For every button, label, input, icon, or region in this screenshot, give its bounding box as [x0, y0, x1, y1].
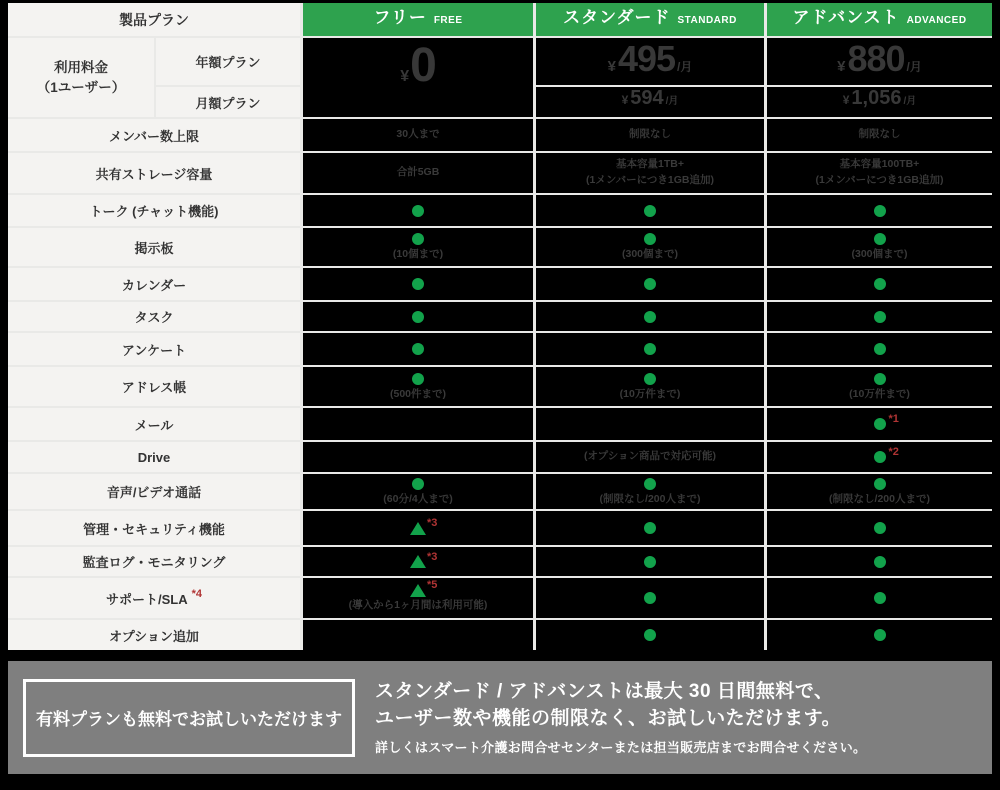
cell-free	[303, 228, 533, 266]
mark-row	[874, 413, 899, 431]
mark-row	[874, 277, 886, 291]
mark-row	[874, 342, 886, 356]
feature-label	[8, 511, 300, 545]
mark-row	[410, 550, 438, 569]
price-unit: /月	[906, 60, 922, 74]
currency-symbol: ¥	[842, 93, 850, 107]
cell-free	[303, 367, 533, 406]
fee-label-line2: （1ユーザー）	[36, 79, 126, 95]
plan-header-free	[303, 3, 533, 36]
included-dot-icon	[644, 478, 656, 490]
mark-row	[412, 277, 424, 291]
mark-row	[874, 372, 886, 386]
included-dot-icon	[644, 556, 656, 568]
plan-name-en: FREE	[433, 15, 463, 26]
feature-label	[8, 153, 300, 193]
included-dot-icon	[412, 373, 424, 385]
footnote-ref: *3	[427, 550, 438, 563]
included-dot-icon	[874, 343, 886, 355]
included-dot-icon	[644, 373, 656, 385]
mark-row	[410, 517, 438, 535]
included-dot-icon	[874, 278, 886, 290]
feature-label-text: トーク (チャット機能)	[89, 204, 219, 219]
cell-note: (制限なし/200人まで)	[599, 492, 701, 505]
feature-label-text: 共有ストレージ容量	[95, 166, 213, 182]
feature-label-text: アドレス帳	[121, 380, 187, 395]
trial-box: 有料プランも無料でお試しいただけます	[23, 679, 355, 757]
feature-label-text: 掲示板	[134, 240, 174, 256]
feature-label	[8, 442, 300, 472]
included-dot-icon	[412, 278, 424, 290]
mark-row	[644, 232, 656, 246]
footnote-ref: *2	[888, 446, 899, 458]
cell-advanced	[767, 302, 992, 331]
plan-name-ja: フリー	[373, 8, 427, 27]
plan-header-advanced	[767, 3, 992, 36]
cell-advanced	[767, 442, 992, 472]
price-amount: 495	[617, 38, 676, 79]
partial-triangle-icon	[410, 555, 426, 568]
cell-note: 制限なし	[858, 128, 901, 141]
price-unit: /月	[665, 96, 679, 107]
cell-advanced	[767, 474, 992, 509]
plan-name-en: STANDARD	[677, 15, 737, 26]
included-dot-icon	[412, 478, 424, 490]
included-dot-icon	[412, 205, 424, 217]
footnote-ref: *4	[191, 588, 203, 600]
included-dot-icon	[874, 478, 886, 490]
mark-row	[874, 521, 886, 535]
included-dot-icon	[874, 233, 886, 245]
currency-symbol: ¥	[621, 93, 629, 107]
currency-symbol: ¥	[837, 58, 846, 75]
cell-note: 基本容量1TB+	[616, 158, 684, 171]
included-dot-icon	[412, 343, 424, 355]
mark-row	[874, 555, 886, 569]
mark-row	[644, 591, 656, 605]
banner-text	[375, 679, 866, 756]
price-unit: /月	[903, 96, 917, 107]
feature-label	[8, 333, 300, 365]
partial-triangle-icon	[410, 522, 426, 535]
included-dot-icon	[874, 373, 886, 385]
plan-name-en: ADVANCED	[906, 15, 967, 26]
fee-section-label	[8, 38, 154, 117]
included-dot-icon	[412, 311, 424, 323]
cell-standard	[536, 474, 764, 509]
included-dot-icon	[644, 311, 656, 323]
cell-free	[303, 302, 533, 331]
feature-label	[8, 367, 300, 406]
banner-headline-line1: スタンダード / アドバンストは最大 30 日間無料で、	[375, 681, 834, 703]
cell-standard	[536, 228, 764, 266]
included-dot-icon	[412, 233, 424, 245]
cell-free	[303, 620, 533, 650]
cell-advanced	[767, 153, 992, 193]
included-dot-icon	[644, 343, 656, 355]
cell-standard	[536, 119, 764, 151]
mark-row	[644, 477, 656, 491]
cell-note: (10万件まで)	[619, 387, 681, 400]
cell-standard	[536, 620, 764, 650]
feature-label-text: Drive	[137, 449, 171, 465]
cell-free	[303, 195, 533, 226]
cell-free	[303, 442, 533, 472]
cell-advanced	[767, 578, 992, 618]
feature-label-text: 管理・セキュリティ機能	[83, 521, 225, 537]
included-dot-icon	[874, 592, 886, 604]
cell-free	[303, 268, 533, 300]
included-dot-icon	[874, 629, 886, 641]
feature-label-text: オプション追加	[109, 628, 199, 644]
feature-label	[8, 474, 300, 509]
cell-advanced	[767, 367, 992, 406]
cell-note: 30人まで	[396, 128, 440, 141]
cell-standard	[536, 333, 764, 365]
price-amount: 1,056	[851, 87, 902, 109]
cell-standard	[536, 367, 764, 406]
cell-standard	[536, 511, 764, 545]
mark-row	[874, 477, 886, 491]
cell-free	[303, 578, 533, 618]
cell-standard	[536, 547, 764, 576]
included-dot-icon	[644, 205, 656, 217]
included-dot-icon	[644, 522, 656, 534]
included-dot-icon	[874, 522, 886, 534]
mark-row	[644, 521, 656, 535]
cell-standard	[536, 408, 764, 440]
corner-label: 製品プラン	[119, 11, 189, 28]
included-dot-icon	[874, 556, 886, 568]
included-dot-icon	[874, 418, 886, 430]
price-advanced-annual	[767, 38, 992, 85]
feature-label	[8, 302, 300, 331]
mark-row	[874, 591, 886, 605]
mark-row	[412, 372, 424, 386]
feature-label	[8, 547, 300, 576]
mark-row	[644, 310, 656, 324]
cell-free	[303, 408, 533, 440]
mark-row	[644, 204, 656, 218]
included-dot-icon	[874, 205, 886, 217]
banner-note: 詳しくはスマート介護お問合せセンターまたは担当販売店までお問合せください。	[375, 739, 867, 755]
cell-note: (10万件まで)	[849, 387, 910, 400]
cell-advanced	[767, 547, 992, 576]
cell-standard	[536, 302, 764, 331]
footnote-ref: *3	[427, 517, 438, 529]
footnote-ref: *1	[888, 413, 899, 425]
mark-row	[644, 555, 656, 569]
feature-label-text: 監査ログ・モニタリング	[82, 555, 226, 570]
mark-row	[412, 310, 424, 324]
mark-row	[412, 477, 424, 491]
mark-row	[644, 277, 656, 291]
mark-row	[644, 342, 656, 356]
feature-label	[8, 620, 300, 650]
cell-note: (導入から1ヶ月間は利用可能)	[348, 599, 488, 612]
cell-standard	[536, 578, 764, 618]
price-amount: 0	[410, 39, 436, 92]
fee-label-block	[8, 38, 300, 117]
feature-label-text: サポート/SLA	[105, 591, 188, 607]
feature-label	[8, 268, 300, 300]
currency-symbol: ¥	[400, 68, 410, 85]
cell-standard	[536, 268, 764, 300]
feature-label-text: メンバー数上限	[108, 128, 200, 144]
currency-symbol: ¥	[607, 58, 616, 75]
cell-standard	[536, 442, 764, 472]
feature-label	[8, 228, 300, 266]
price-unit: /月	[677, 60, 693, 74]
fee-label-line1: 利用料金	[54, 59, 108, 75]
cell-advanced	[767, 268, 992, 300]
cell-advanced	[767, 408, 992, 440]
cell-note: (500件まで)	[389, 387, 446, 400]
cell-free	[303, 153, 533, 193]
cell-note: (1メンバーにつき1GB追加)	[586, 174, 714, 186]
mark-row	[644, 628, 656, 642]
included-dot-icon	[874, 451, 886, 463]
cell-note: 制限なし	[629, 128, 671, 141]
feature-label-text: 音声/ビデオ通話	[106, 485, 202, 500]
cell-free	[303, 333, 533, 365]
cell-note: (オプション商品で対応可能)	[583, 450, 717, 463]
cell-advanced	[767, 119, 992, 151]
mark-row	[874, 232, 886, 246]
price-standard-monthly	[536, 87, 764, 117]
cell-note: (300個まで)	[851, 248, 908, 261]
feature-label-text: メール	[134, 417, 174, 433]
mark-row	[874, 204, 886, 218]
cell-note: 合計5GB	[396, 166, 440, 179]
monthly-plan-label: 月額プラン	[156, 87, 300, 117]
feature-label-text: タスク	[134, 310, 174, 325]
mark-row	[410, 579, 438, 597]
price-free	[303, 38, 533, 117]
feature-label	[8, 578, 300, 618]
cell-advanced	[767, 333, 992, 365]
included-dot-icon	[644, 233, 656, 245]
included-dot-icon	[644, 629, 656, 641]
cell-note: (300個まで)	[621, 248, 678, 261]
cell-free	[303, 474, 533, 509]
free-trial-banner	[8, 661, 992, 774]
footnote-ref: *5	[427, 579, 438, 592]
cell-advanced	[767, 195, 992, 226]
included-dot-icon	[644, 278, 656, 290]
cell-note: (10個まで)	[392, 248, 444, 261]
plan-name-ja: スタンダード	[563, 8, 671, 27]
plan-name-ja: アドバンスト	[792, 8, 900, 27]
partial-triangle-icon	[410, 584, 426, 597]
included-dot-icon	[874, 311, 886, 323]
cell-advanced	[767, 511, 992, 545]
cell-note: (制限なし/200人まで)	[829, 492, 930, 505]
mark-row	[412, 204, 424, 218]
banner-headline-line2: ユーザー数や機能の制限なく、お試しいただけます。	[375, 708, 842, 729]
mark-row	[412, 232, 424, 246]
cell-standard	[536, 153, 764, 193]
mark-row	[874, 310, 886, 324]
mark-row	[874, 628, 886, 642]
cell-standard	[536, 195, 764, 226]
table-corner-header	[8, 3, 300, 36]
mark-row	[644, 372, 656, 386]
cell-note: (60分/4人まで)	[383, 492, 453, 505]
cell-note: 基本容量100TB+	[839, 158, 920, 171]
mark-row	[412, 342, 424, 356]
feature-label	[8, 195, 300, 226]
pricing-table	[8, 3, 992, 650]
plan-header-standard	[536, 3, 764, 36]
price-standard-annual	[536, 38, 764, 85]
price-advanced-monthly	[767, 87, 992, 117]
cell-advanced	[767, 620, 992, 650]
included-dot-icon	[644, 592, 656, 604]
cell-advanced	[767, 228, 992, 266]
feature-label-text: アンケート	[121, 342, 187, 358]
price-amount: 880	[847, 38, 905, 79]
feature-label	[8, 119, 300, 151]
cell-free	[303, 119, 533, 151]
cell-note: (1メンバーにつき1GB追加)	[815, 174, 944, 186]
feature-label	[8, 408, 300, 440]
feature-label-text: カレンダー	[121, 277, 187, 293]
cell-free	[303, 547, 533, 576]
cell-free	[303, 511, 533, 545]
annual-plan-label: 年額プラン	[156, 38, 300, 85]
mark-row	[874, 446, 899, 464]
price-amount: 594	[630, 87, 664, 109]
